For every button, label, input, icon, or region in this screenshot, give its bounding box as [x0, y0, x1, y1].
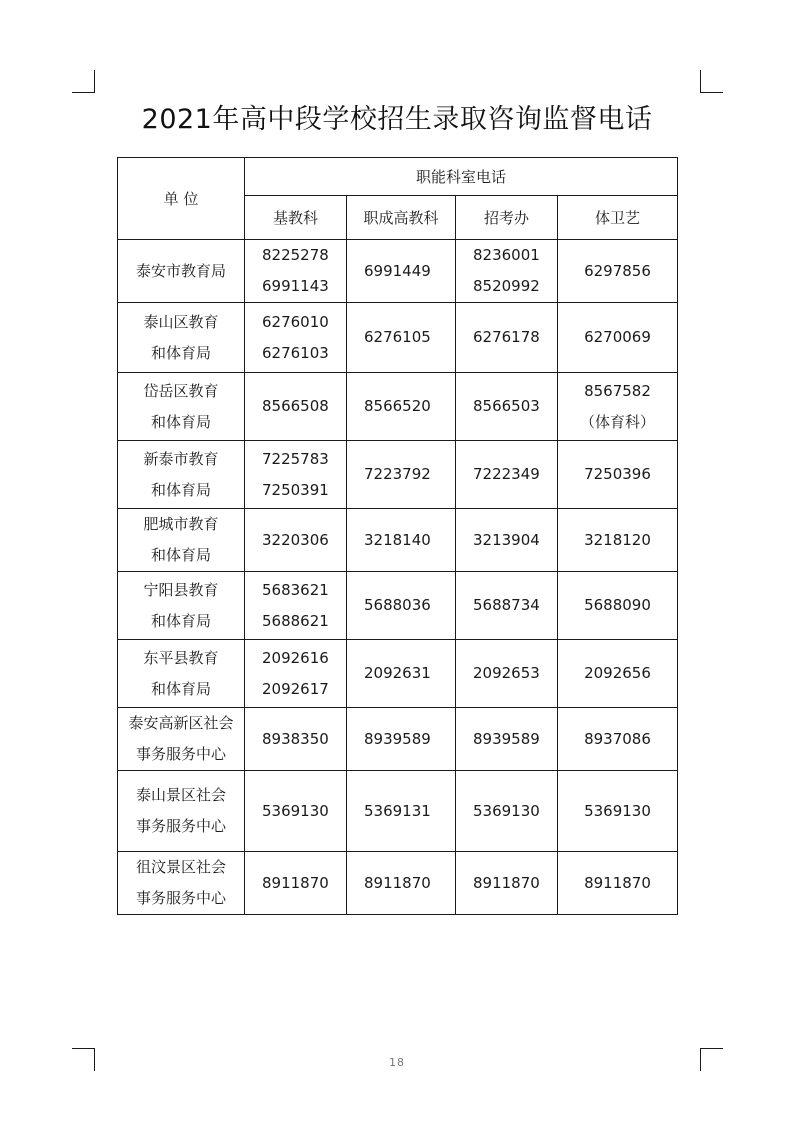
- cell-zhaokao-line: 8566503: [473, 397, 540, 415]
- header-unit: 单 位: [118, 158, 245, 240]
- cell-jijiao-line: 7250391: [262, 480, 329, 499]
- page-title: 2021年高中段学校招生录取咨询监督电话: [141, 104, 653, 135]
- cell-tiweiyi: [558, 373, 678, 441]
- header-department-group: 职能科室电话: [245, 158, 678, 196]
- cell-tiweiyi-line: 6297856: [584, 261, 651, 280]
- cell-unit-line: 肥城市教育: [143, 515, 219, 533]
- cell-tiweiyi: [558, 708, 678, 771]
- cell-tiweiyi: [558, 240, 678, 303]
- header-col-zhaokao: 招考办: [456, 196, 558, 240]
- crop-mark-top-left: [72, 70, 95, 93]
- cell-unit-line: 泰安高新区社会: [128, 714, 234, 732]
- table-row: [118, 303, 678, 373]
- cell-jijiao: [245, 303, 347, 373]
- cell-zhaokao-line: 7222349: [473, 465, 540, 483]
- table-row: [118, 572, 678, 640]
- cell-tiweiyi: [558, 771, 678, 852]
- cell-jijiao-line: 2092616: [262, 648, 329, 667]
- crop-mark-top-right: [700, 70, 723, 93]
- cell-unit-line: 泰山区教育: [143, 312, 219, 331]
- cell-zhaokao-line: 2092653: [473, 664, 540, 682]
- cell-zhicheng: [347, 303, 456, 373]
- cell-jijiao: [245, 509, 347, 572]
- cell-jijiao: [245, 771, 347, 852]
- table-row: [118, 771, 678, 852]
- cell-tiweiyi-line: 5688090: [584, 596, 651, 614]
- cell-zhicheng: [347, 509, 456, 572]
- cell-unit-line: 事务服务中心: [135, 745, 226, 763]
- cell-tiweiyi-line: 8567582: [584, 381, 651, 400]
- cell-unit-line: 事务服务中心: [135, 817, 226, 835]
- cell-jijiao: [245, 852, 347, 915]
- cell-jijiao: [245, 373, 347, 441]
- cell-zhicheng-line: 8911870: [364, 873, 431, 892]
- cell-unit: [118, 303, 245, 373]
- cell-unit-line: 和体育局: [150, 343, 211, 362]
- table-row: [118, 373, 678, 441]
- cell-zhicheng: [347, 640, 456, 708]
- cell-unit: [118, 373, 245, 441]
- cell-unit: [118, 441, 245, 509]
- contact-table: [117, 157, 678, 915]
- cell-zhaokao: [456, 572, 558, 640]
- cell-tiweiyi-line: 6270069: [584, 328, 651, 346]
- cell-tiweiyi: [558, 640, 678, 708]
- cell-zhicheng-line: 3218140: [364, 530, 431, 549]
- cell-zhicheng-line: 5369131: [364, 801, 431, 820]
- cell-tiweiyi-line: 2092656: [584, 664, 651, 682]
- cell-zhicheng: [347, 373, 456, 441]
- table-row: [118, 852, 678, 915]
- cell-zhicheng-line: 8939589: [364, 729, 431, 748]
- cell-tiweiyi-line: 8911870: [584, 873, 651, 892]
- table-row: [118, 640, 678, 708]
- cell-tiweiyi: [558, 852, 678, 915]
- cell-zhicheng-line: 8566520: [364, 397, 431, 415]
- cell-unit-line: 岱岳区教育: [143, 381, 219, 400]
- cell-zhaokao-line: 8911870: [473, 873, 540, 892]
- cell-unit: [118, 572, 245, 640]
- cell-zhaokao-line: 8236001: [473, 246, 540, 264]
- cell-unit-line: 和体育局: [150, 412, 211, 431]
- cell-zhicheng: [347, 708, 456, 771]
- cell-unit-line: 泰安市教育局: [135, 261, 226, 280]
- cell-tiweiyi: [558, 509, 678, 572]
- cell-zhicheng: [347, 441, 456, 509]
- cell-jijiao-line: 6276103: [262, 343, 329, 362]
- cell-tiweiyi-line: 8937086: [584, 729, 651, 748]
- cell-zhaokao: [456, 441, 558, 509]
- table-row: [118, 509, 678, 572]
- table-row: [118, 708, 678, 771]
- cell-unit-line: 东平县教育: [143, 648, 219, 667]
- cell-zhicheng-line: 7223792: [364, 465, 431, 483]
- header-col-tiweiyi: 体卫艺: [558, 196, 678, 240]
- cell-jijiao-line: 6276010: [262, 312, 329, 331]
- cell-zhicheng: [347, 572, 456, 640]
- cell-zhaokao-line: 5369130: [473, 801, 540, 820]
- cell-zhaokao-line: 3213904: [473, 530, 540, 549]
- cell-jijiao-line: 5688621: [262, 611, 329, 630]
- cell-zhicheng: [347, 240, 456, 303]
- cell-jijiao-line: 8938350: [262, 729, 329, 748]
- cell-zhaokao-line: 6276178: [473, 328, 540, 346]
- page-number: 18: [389, 1056, 405, 1069]
- cell-tiweiyi-line: 7250396: [584, 465, 651, 483]
- cell-jijiao-line: 7225783: [262, 449, 329, 468]
- table-row: [118, 240, 678, 303]
- cell-tiweiyi: [558, 572, 678, 640]
- header-col-jijiao: 基教科: [245, 196, 347, 240]
- cell-jijiao-line: 3220306: [262, 530, 329, 549]
- cell-zhaokao: [456, 771, 558, 852]
- cell-jijiao-line: 8225278: [262, 246, 329, 264]
- cell-zhicheng: [347, 852, 456, 915]
- cell-jijiao: [245, 572, 347, 640]
- cell-zhaokao-line: 5688734: [473, 596, 540, 614]
- cell-tiweiyi-line: （体育科）: [580, 412, 656, 431]
- cell-zhicheng-line: 2092631: [364, 664, 431, 682]
- contact-table-body: [118, 158, 678, 915]
- cell-zhicheng-line: 6276105: [364, 328, 431, 346]
- cell-jijiao-line: 6991143: [262, 277, 329, 295]
- cell-unit: [118, 708, 245, 771]
- cell-jijiao-line: 8911870: [262, 873, 329, 892]
- cell-zhaokao: [456, 852, 558, 915]
- cell-jijiao-line: 2092617: [262, 679, 329, 698]
- cell-tiweiyi: [558, 303, 678, 373]
- cell-zhicheng: [347, 771, 456, 852]
- cell-jijiao: [245, 240, 347, 303]
- cell-tiweiyi: [558, 441, 678, 509]
- cell-jijiao-line: 5683621: [262, 580, 329, 599]
- header-col-zhicheng: 职成高教科: [347, 196, 456, 240]
- cell-zhaokao-line: 8939589: [473, 729, 540, 748]
- cell-zhaokao: [456, 303, 558, 373]
- cell-zhaokao-line: 8520992: [473, 277, 540, 295]
- cell-zhaokao: [456, 708, 558, 771]
- cell-jijiao: [245, 441, 347, 509]
- table-row: [118, 441, 678, 509]
- cell-unit-line: 和体育局: [150, 611, 211, 630]
- cell-tiweiyi-line: 5369130: [584, 801, 651, 820]
- cell-jijiao-line: 5369130: [262, 801, 329, 820]
- cell-jijiao: [245, 708, 347, 771]
- cell-zhicheng-line: 5688036: [364, 596, 431, 614]
- cell-jijiao: [245, 640, 347, 708]
- cell-tiweiyi-line: 3218120: [584, 530, 651, 549]
- cell-unit-line: 和体育局: [150, 679, 211, 698]
- cell-zhaokao: [456, 240, 558, 303]
- cell-unit: [118, 852, 245, 915]
- cell-unit-line: 泰山景区社会: [135, 786, 226, 804]
- table-header-row-group: [118, 158, 678, 196]
- cell-unit: [118, 771, 245, 852]
- cell-unit-line: 宁阳县教育: [143, 580, 219, 599]
- cell-zhaokao: [456, 640, 558, 708]
- cell-unit-line: 和体育局: [150, 546, 211, 564]
- cell-unit: [118, 240, 245, 303]
- cell-unit-line: 事务服务中心: [135, 889, 226, 907]
- cell-unit: [118, 640, 245, 708]
- cell-zhaokao: [456, 373, 558, 441]
- cell-unit-line: 和体育局: [150, 480, 211, 499]
- cell-zhaokao: [456, 509, 558, 572]
- cell-jijiao-line: 8566508: [262, 397, 329, 415]
- cell-unit-line: 徂汶景区社会: [135, 858, 226, 876]
- cell-zhicheng-line: 6991449: [364, 261, 431, 280]
- cell-unit-line: 新泰市教育: [143, 449, 219, 468]
- cell-unit: [118, 509, 245, 572]
